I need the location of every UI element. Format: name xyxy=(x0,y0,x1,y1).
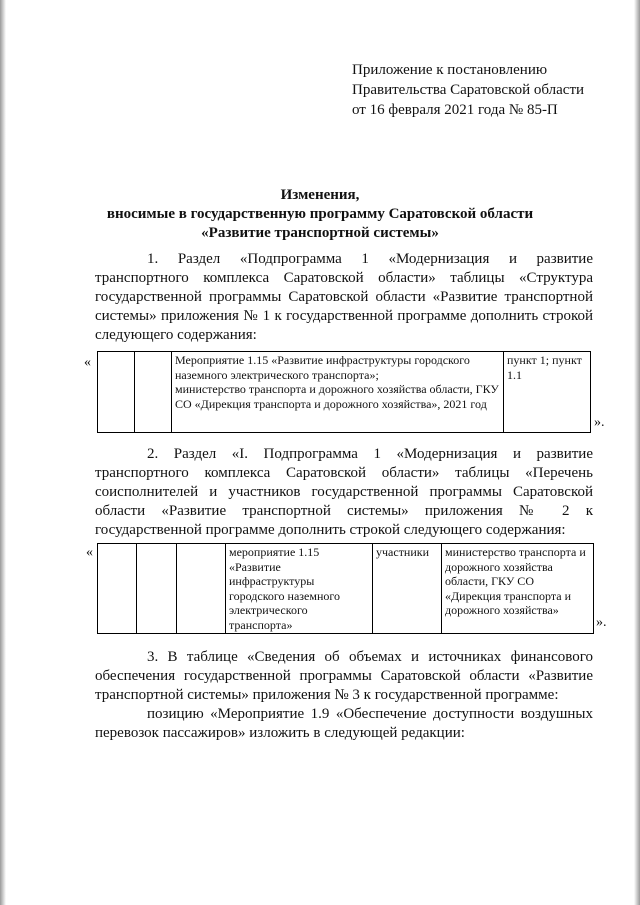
table-1 xyxy=(97,351,591,433)
table-1-responsible: министерство транспорта и дорожного хозяйства области, ГКУ СО «Дирекция транспорта и дорожного хозяйства», 2021 год xyxy=(175,382,499,411)
table-1-open-quote: « xyxy=(84,355,91,370)
section-2-paragraph xyxy=(95,445,593,540)
section-1-text: 1. Раздел «Подпрограмма 1 «Модернизация и развитие транспортного комплекса Саратовской области» таблицы «Структура государственной программы Саратовской области «Развитие транспортной системы» приложения № 1 к государственной программе дополнить строкой следующего содержания: xyxy=(95,251,593,343)
table-2-open-quote: « xyxy=(86,545,93,560)
scan-edge-left xyxy=(0,0,6,905)
table-1-cell-reference: пункт 1; пункт 1.1 xyxy=(504,352,591,433)
table-2-close-quote: ». xyxy=(596,615,607,630)
table-2-cell-empty-3 xyxy=(177,544,226,634)
table-1-cell-empty-2 xyxy=(135,352,172,433)
approval-stamp xyxy=(352,60,584,120)
table-row xyxy=(98,352,591,433)
title-line-2: вносимые в государственную программу Саратовской области xyxy=(106,206,534,222)
table-2-cell-empty-1 xyxy=(98,544,137,634)
title-line-3: «Развитие транспортной системы» xyxy=(201,225,439,241)
table-2-cell-org: министерство транспорта и дорожного хозяйства области, ГКУ СО «Дирекция транспорта и дорожного хозяйства» xyxy=(442,544,594,634)
table-2-cell-empty-2 xyxy=(137,544,177,634)
scan-edge-right xyxy=(634,0,640,905)
approval-line-2: Правительства Саратовской области xyxy=(352,82,585,98)
table-row xyxy=(98,544,594,634)
section-2-text: 2. Раздел «I. Подпрограмма 1 «Модернизация и развитие транспортного комплекса Саратовской области» таблицы «Перечень соисполнителей и участников государственной программы Саратовской области «Развитие транспортной системы» приложения № 2 к государственной программе дополнить строкой следующего содержания: xyxy=(95,446,593,538)
approval-line-3: от 16 февраля 2021 года № 85-П xyxy=(352,102,558,118)
table-2-cell-role: участники xyxy=(373,544,442,634)
table-2-cell-name: мероприятие 1.15 «Развитие инфраструктуры городского наземного электрического транспорта» xyxy=(226,544,373,634)
section-1-paragraph xyxy=(95,250,593,345)
section-3-position-paragraph xyxy=(95,705,593,743)
table-1-close-quote: ». xyxy=(594,415,605,430)
table-2 xyxy=(97,543,594,634)
table-1-cell-empty-1 xyxy=(98,352,135,433)
approval-line-1: Приложение к постановлению xyxy=(352,62,548,78)
section-3-position-text: позицию «Мероприятие 1.9 «Обеспечение доступности воздушных перевозок пассажиров» изложить в следующей редакции: xyxy=(95,706,593,741)
section-3-text: 3. В таблице «Сведения об объемах и источниках финансового обеспечения государственной программы Саратовской области «Развитие транспортной системы» приложения № 3 к государственной программе: xyxy=(95,649,593,703)
table-1-activity-name: Мероприятие 1.15 «Развитие инфраструктуры городского наземного электрического транспорта»; xyxy=(175,353,470,382)
title-line-1: Изменения, xyxy=(280,187,360,203)
document-title xyxy=(60,186,580,243)
table-1-cell-name xyxy=(172,352,504,433)
section-3-paragraph xyxy=(95,648,593,705)
